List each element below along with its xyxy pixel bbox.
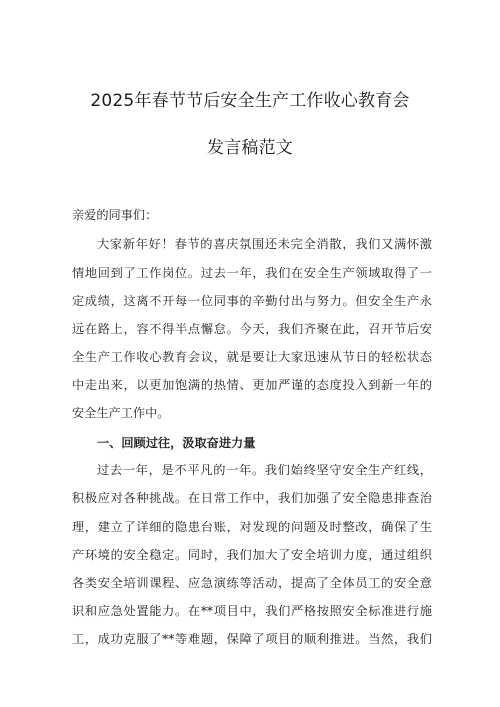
paragraph-1-line: 安全生产工作中。	[72, 406, 170, 420]
section-heading: 一、回顾过往，汲取奋进力量	[97, 436, 256, 450]
paragraph-1-line: 中走出来，以更加饱满的热情、更加严谨的态度投入到新一年的	[72, 378, 432, 392]
paragraph-1-line: 情地回到了工作岗位。过去一年，我们在安全生产领域取得了一	[72, 266, 432, 280]
paragraph-2-line: 识和应急处置能力。在**项目中，我们严格按照安全标准进行施	[72, 604, 432, 618]
paragraph-1-line: 远在路上，容不得半点懈怠。今天，我们齐聚在此，召开节后安	[72, 322, 432, 336]
paragraph-1-line: 定成绩，这离不开每一位同事的辛勤付出与努力。但安全生产永	[72, 294, 432, 308]
paragraph-2-line: 各类安全培训课程、应急演练等活动，提高了全体员工的安全意	[72, 576, 432, 590]
paragraph-2-line: 积极应对各种挑战。在日常工作中，我们加强了安全隐患排查治	[72, 491, 432, 505]
paragraph-2-line: 过去一年，是不平凡的一年。我们始终坚守安全生产红线，	[97, 463, 432, 477]
document-title-line-2: 发言稿范文	[207, 138, 293, 158]
document-title-line-1: 2025年春节节后安全生产工作收心教育会	[90, 91, 410, 111]
paragraph-2-line: 工，成功克服了**等难题，保障了项目的顺利推进。当然，我们	[72, 632, 432, 646]
paragraph-2-line: 产环境的安全稳定。同时，我们加大了安全培训力度，通过组织	[72, 548, 432, 562]
paragraph-1-line: 大家新年好！春节的喜庆氛围还未完全消散，我们又满怀激	[97, 237, 432, 251]
paragraph-1-line: 全生产工作收心教育会议，就是要让大家迅速从节日的轻松状态	[72, 350, 432, 364]
salutation: 亲爱的同事们：	[72, 208, 158, 222]
paragraph-2-line: 理，建立了详细的隐患台账，对发现的问题及时整改，确保了生	[72, 520, 432, 534]
